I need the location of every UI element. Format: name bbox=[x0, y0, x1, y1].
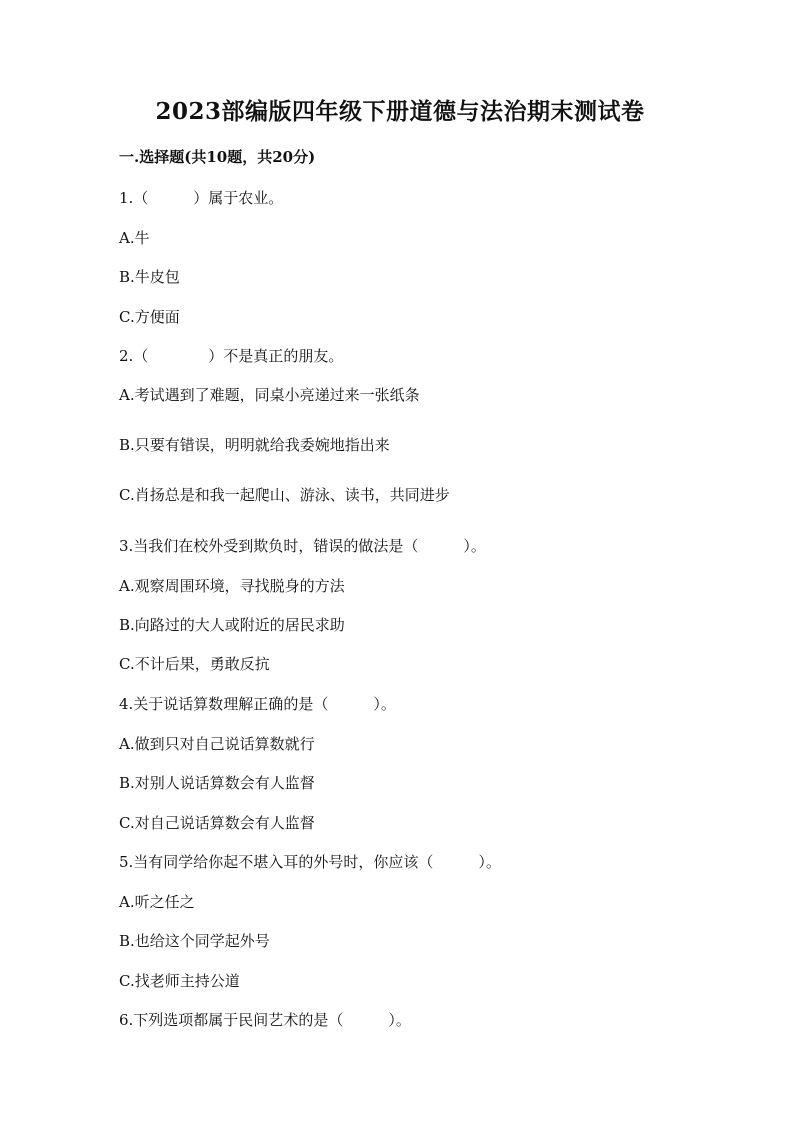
question-2-stem: 2.（ ）不是真正的朋友。 bbox=[119, 347, 344, 365]
question-3-option-b: B.向路过的大人或附近的居民求助 bbox=[119, 616, 345, 634]
section-heading: 一.选择题(共10题，共20分) bbox=[119, 148, 316, 166]
question-6-stem: 6.下列选项都属于民间艺术的是（ ）。 bbox=[119, 1011, 411, 1029]
question-5-stem: 5.当有同学给你起不堪入耳的外号时，你应该（ ）。 bbox=[119, 853, 501, 871]
question-5-option-c: C.找老师主持公道 bbox=[119, 972, 240, 990]
question-1-option-b: B.牛皮包 bbox=[119, 268, 180, 286]
question-4-option-c: C.对自己说话算数会有人监督 bbox=[119, 814, 315, 832]
question-1-option-c: C.方便面 bbox=[119, 308, 180, 326]
question-3-option-c: C.不计后果，勇敢反抗 bbox=[119, 655, 270, 673]
question-1-stem: 1.（ ）属于农业。 bbox=[119, 189, 284, 207]
question-4-option-a: A.做到只对自己说话算数就行 bbox=[119, 735, 315, 753]
question-3-stem: 3.当我们在校外受到欺负时，错误的做法是（ ）。 bbox=[119, 537, 486, 555]
question-2-option-b: B.只要有错误，明明就给我委婉地指出来 bbox=[119, 436, 390, 454]
question-5-option-a: A.听之任之 bbox=[119, 893, 195, 911]
question-4-stem: 4.关于说话算数理解正确的是（ ）。 bbox=[119, 695, 396, 713]
question-5-option-b: B.也给这个同学起外号 bbox=[119, 932, 270, 950]
document-title: 2023部编版四年级下册道德与法治期末测试卷 bbox=[155, 98, 645, 125]
question-1-option-a: A.牛 bbox=[119, 229, 150, 247]
question-4-option-b: B.对别人说话算数会有人监督 bbox=[119, 774, 315, 792]
question-2-option-c: C.肖扬总是和我一起爬山、游泳、读书，共同进步 bbox=[119, 486, 450, 504]
question-2-option-a: A.考试遇到了难题，同桌小亮递过来一张纸条 bbox=[119, 386, 420, 404]
question-3-option-a: A.观察周围环境，寻找脱身的方法 bbox=[119, 577, 345, 595]
